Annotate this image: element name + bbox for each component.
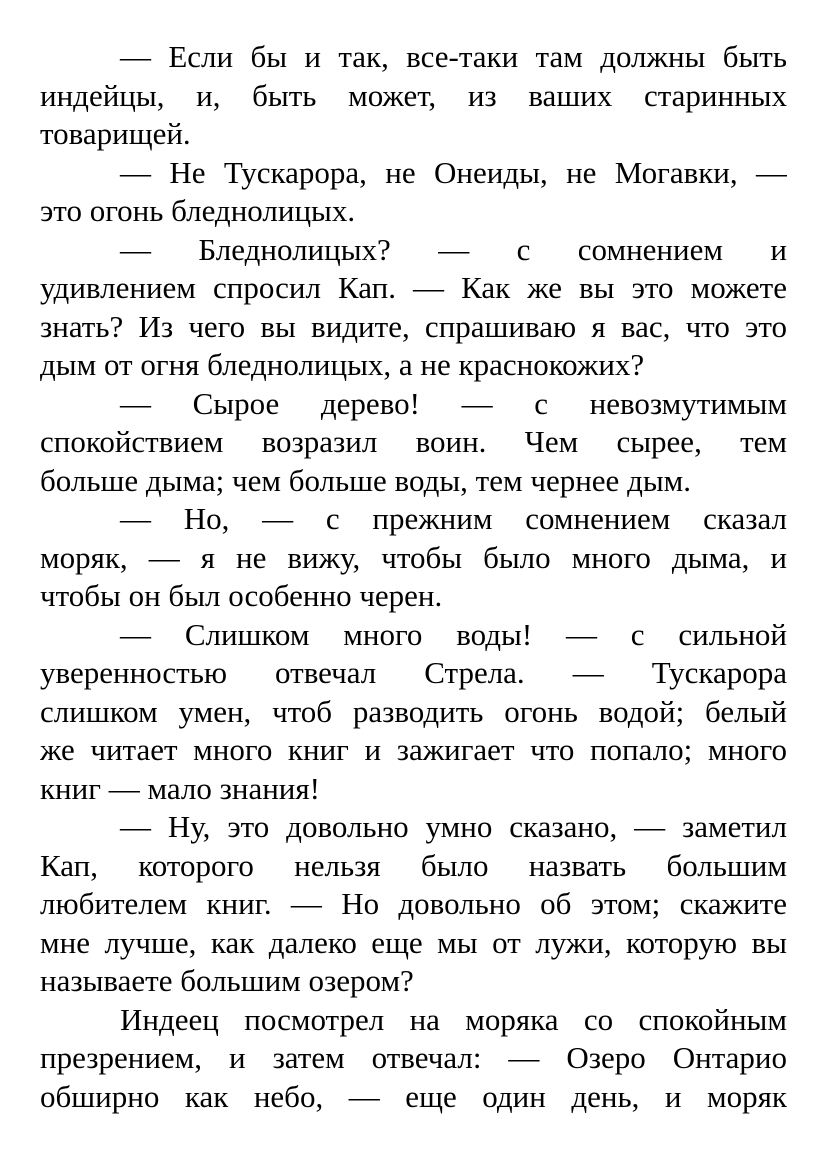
text-line: же читает много книг и зажигает что попало; много xyxy=(40,732,787,767)
text-line: — Бледнолицых? — с сомнением и xyxy=(120,231,787,267)
text-line: индейцы, и, быть может, из ваших старинных xyxy=(40,77,787,113)
text-line: презрением, и затем отвечал: — Озеро Онтарио xyxy=(40,1040,787,1075)
text-line: — Ну, это довольно умно сказано, — заметил xyxy=(120,809,787,844)
text-line: — Сырое дерево! — с невозмутимым xyxy=(120,385,787,421)
text-line: слишком умен, чтоб разводить огонь водой; белый xyxy=(40,693,787,729)
book-page xyxy=(40,38,787,1116)
text-line: мне лучше, как далеко еще мы от лужи, которую вы xyxy=(40,924,787,960)
text-line: знать? Из чего вы видите, спрашиваю я вас, что это xyxy=(40,308,787,344)
text-line: моряк, — я не вижу, чтобы было много дыма, и xyxy=(40,539,787,575)
text-line: дым от огня бледнолицых, а не краснокожих? xyxy=(40,347,645,382)
text-line: — Не Тускарора, не Онеиды, не Могавки, — xyxy=(120,154,787,190)
text-line: Индеец посмотрел на моряка со спокойным xyxy=(120,1001,787,1037)
text-line: Кап, которого нельзя было назвать большим xyxy=(40,847,787,883)
text-line: — Слишком много воды! — с сильной xyxy=(120,616,787,652)
text-line: удивлением спросил Кап. — Как же вы это можете xyxy=(40,270,787,305)
text-line: больше дыма; чем больше воды, тем чернее дым. xyxy=(40,462,692,498)
text-line: любителем книг. — Но довольно об этом; скажите xyxy=(40,886,787,921)
text-line: — Если бы и так, все-таки там должны быть xyxy=(120,39,787,74)
text-line: книг — мало знания! xyxy=(40,770,320,806)
text-line: товарищей. xyxy=(40,116,191,151)
text-line: спокойствием возразил воин. Чем сырее, тем xyxy=(40,424,787,459)
text-line: называете большим озером? xyxy=(40,963,414,998)
text-line: уверенностью отвечал Стрела. — Тускарора xyxy=(40,655,787,690)
text-line: обширно как небо, — еще один день, и моряк xyxy=(40,1078,787,1114)
text-line: чтобы он был особенно черен. xyxy=(40,578,443,613)
text-line: — Но, — с прежним сомнением сказал xyxy=(120,501,787,536)
text-line: это огонь бледнолицых. xyxy=(40,193,356,228)
